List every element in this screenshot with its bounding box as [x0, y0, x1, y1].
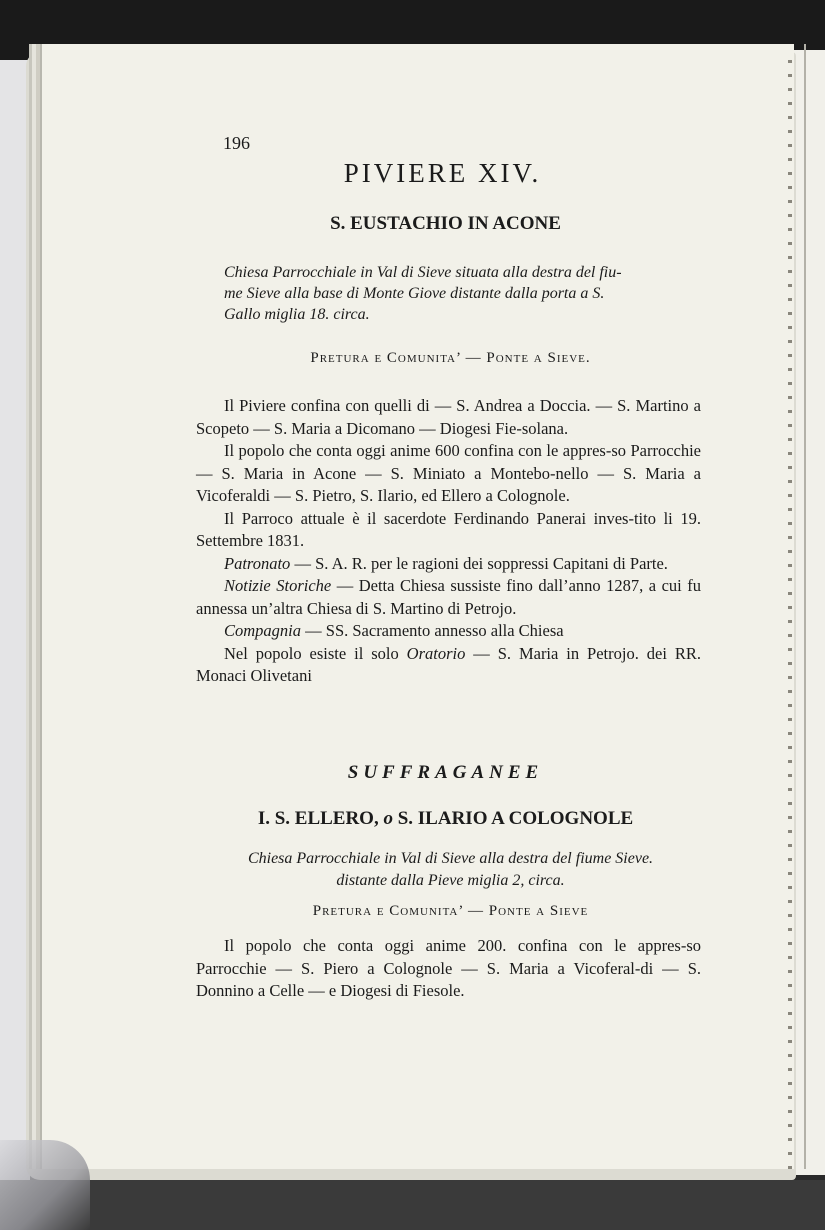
suffragan-intro-2: distante dalla Pieve miglia 2, circa. — [336, 872, 565, 889]
suffragan-heading-b: S. ILARIO A COLOGNOLE — [397, 808, 634, 829]
notizie-text: — Detta Chiesa sussiste fino dall’anno 1287, a cui fu annessa un’altra Chiesa di S. Martino di Petrojo. — [196, 576, 701, 618]
page-number: 196 — [223, 133, 250, 153]
paragraph-notizie — [196, 575, 701, 620]
paragraph-suffragan-popolo: Il popolo che conta oggi anime 200. confina con le appres-so Parrocchie — S. Piero a Colognole — S. Maria a Vicoferal-di — S. Donnino a Celle — e Diogesi di Fiesole. — [196, 936, 701, 1000]
paragraph-popolo: Il popolo che conta oggi anime 600 confina con le appres-so Parrocchie — S. Maria in Acone — S. Miniato a Montebo-nello — S. Maria a Vicoferaldi — S. Pietro, S. Ilario, ed Ellero a Colognole. — [196, 441, 701, 505]
paragraph-parroco: Il Parroco attuale è il sacerdote Ferdinando Panerai inves-tito li 19. Settembre 1831. — [196, 508, 701, 550]
compagnia-label: Compagnia — [224, 621, 302, 640]
pretura-line-2: Pretura e Comunita’ — Ponte a Sieve — [312, 903, 589, 919]
suffragan-heading-o: o — [383, 808, 393, 829]
paragraph-patronato — [196, 553, 701, 576]
suffragan-heading-a: I. S. ELLERO, — [257, 808, 379, 829]
intro-line-2: me Sieve alla base di Monte Giove distante dalla porta a S. — [224, 285, 605, 302]
paragraph-confini: Il Piviere confina con quelli di — S. Andrea a Doccia. — S. Martino a Scopeto — S. Maria a Dicomano — Diogesi Fie-solana. — [196, 396, 701, 438]
patronato-label: Patronato — [224, 553, 291, 573]
paragraph-compagnia — [196, 620, 701, 643]
suffragan-heading — [0, 808, 825, 830]
paragraph-oratorio — [196, 643, 701, 688]
intro-text — [224, 262, 704, 325]
oratorio-text: — S. Maria in Petrojo. dei RR. Monaci Olivetani — [196, 643, 701, 685]
page-title: PIVIERE XIV. — [343, 158, 542, 188]
intro-line-3: Gallo miglia 18. circa. — [224, 306, 370, 323]
patronato-text: — S. A. R. per le ragioni dei soppressi Capitani di Parte. — [294, 553, 668, 573]
intro-line-1: Chiesa Parrocchiale in Val di Sieve situata alla destra del fiu- — [224, 264, 622, 281]
oratorio-label: Oratorio — [406, 643, 466, 663]
suffraganee-heading: SUFFRAGANEE — [347, 762, 544, 783]
compagnia-text: — SS. Sacramento annesso alla Chiesa — [305, 621, 564, 640]
suffragan-intro-1: Chiesa Parrocchiale in Val di Sieve alla destra del fiume Sieve. — [247, 850, 654, 867]
main-body — [196, 395, 701, 688]
background-bottom — [0, 1180, 825, 1230]
suffragan-body — [196, 935, 701, 1003]
church-heading: S. EUSTACHIO IN ACONE — [330, 213, 561, 234]
notizie-label: Notizie Storiche — [224, 576, 332, 595]
book-corner — [0, 1140, 90, 1230]
oratorio-pre: Nel popolo esiste il solo — [224, 643, 399, 663]
pretura-line-1: Pretura e Comunita’ — Ponte a Sieve. — [310, 350, 591, 366]
